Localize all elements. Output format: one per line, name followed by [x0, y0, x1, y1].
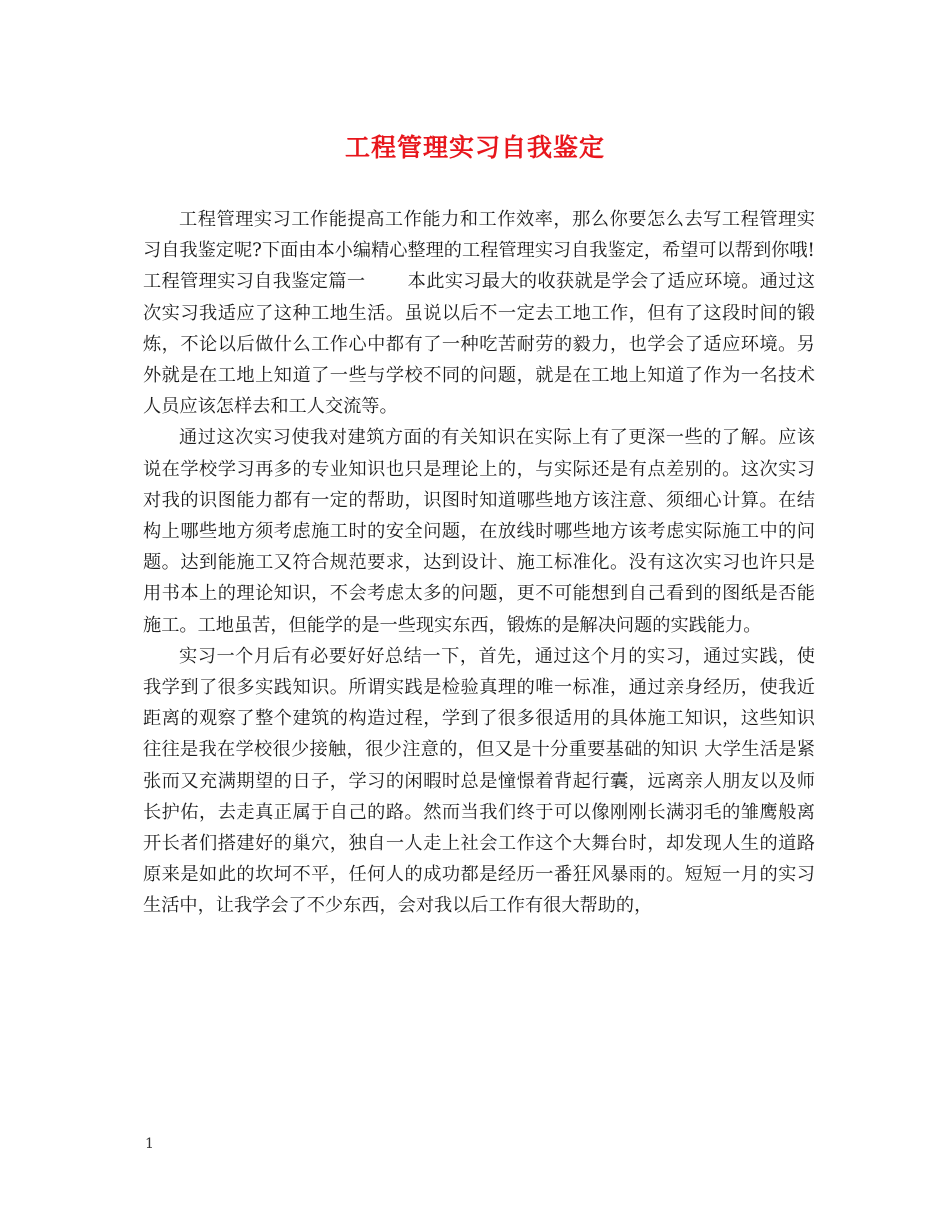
intro-paragraph: 工程管理实习工作能提高工作能力和工作效率，那么你要怎么去写工程管理实习自我鉴定呢?下面由本小编精心整理的工程管理实习自我鉴定，希望可以帮到你哦! — [143, 209, 815, 262]
page-number: 1 — [145, 1136, 154, 1152]
body-paragraph-1: 通过这次实习使我对建筑方面的有关知识在实际上有了更深一些的了解。应该说在学校学习再多的专业知识也只是理论上的，与实际还是有点差别的。这次实习对我的识图能力都有一定的帮助，识图时知道哪些地方该注意、须细心计算。在结构上哪些地方须考虑施工时的安全问题，在放线时哪些地方该考虑实际施工中的问题。达到能施工又符合规范要求，达到设计、施工标准化。没有这次实习也许只是用书本上的理论知识，不会考虑太多的问题，更不可能想到自己看到的图纸是否能施工。工地虽苦，但能学的是一些现实东西，锻炼的是解决问题的实践能力。 — [143, 427, 815, 636]
body-paragraph-2: 实习一个月后有必要好好总结一下，首先，通过这个月的实习，通过实践，使我学到了很多实践知识。所谓实践是检验真理的唯一标准，通过亲身经历，使我近距离的观察了整个建筑的构造过程，学到了很多很适用的具体施工知识，这些知识往往是我在学校很少接触，很少注意的，但又是十分重要基础的知识 大学生活是紧张而又充满期望的日子，学习的闲暇时总是憧憬着背起行囊，远离亲人朋友以及师长护佑，去走真正属于自己的路。然而当我们终于可以像刚刚长满羽毛的雏鹰般离开长者们搭建好的巢穴，独自一人走上社会工作这个大舞台时，却发现人生的道路原来是如此的坎坷不平，任何人的成功都是经历一番狂风暴雨的。短短一月的实习生活中，让我学会了不少东西，会对我以后工作有很大帮助的， — [143, 645, 815, 917]
document-body — [143, 204, 815, 922]
section-first-paragraph: 本此实习最大的收获就是学会了适应环境。通过这次实习我适应了这种工地生活。虽说以后不一定去工地工作，但有了这段时间的锻炼，不论以后做什么工作心中都有了一种吃苦耐劳的毅力，也学会了适应环境。另外就是在工地上知道了一些与学校不同的问题，就是在工地上知道了作为一名技术人员应该怎样去和工人交流等。 — [143, 271, 815, 418]
document-title: 工程管理实习自我鉴定 — [344, 133, 605, 162]
section-heading: 工程管理实习自我鉴定篇一 — [143, 271, 366, 293]
section-paragraph — [143, 266, 815, 422]
